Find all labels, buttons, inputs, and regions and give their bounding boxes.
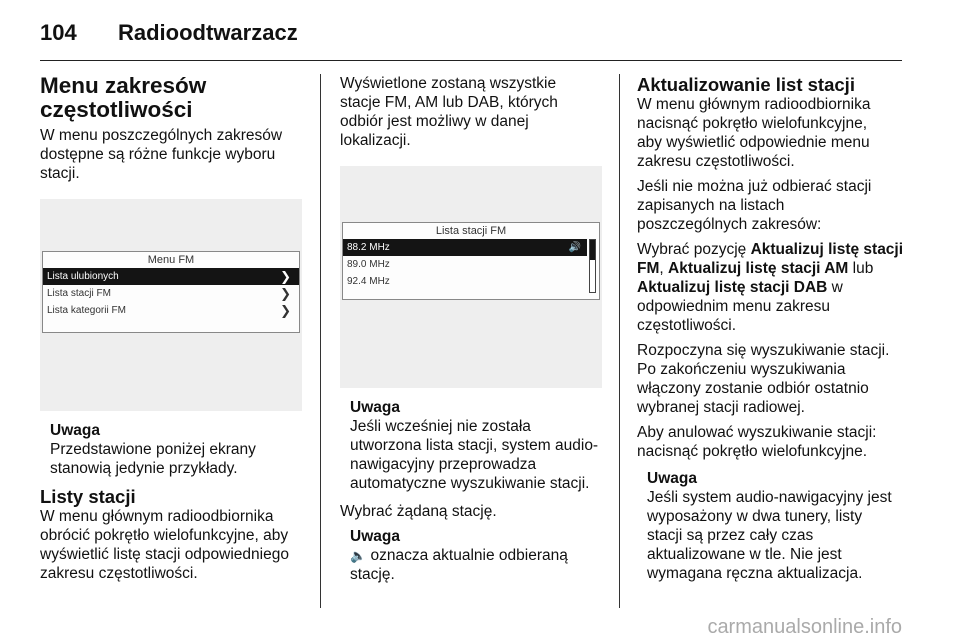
menu-item-fm-category-list[interactable]: Lista kategorii FM ❯ bbox=[47, 303, 291, 318]
note-title: Uwaga bbox=[350, 528, 400, 545]
note-auto-search bbox=[350, 398, 608, 493]
watermark: carmanualsonline.info bbox=[707, 616, 902, 638]
note-text: Jeśli wcześniej nie została utworzona lista stacji, system audio- nawigacyjny przeprowadza automatyczne wyszukiwanie stacji. bbox=[350, 418, 599, 492]
section-heading-update-lists: Aktualizowanie list stacji bbox=[637, 74, 855, 95]
update-paragraph-1: W menu głównym radioodbiornika nacisnąć pokrętło wielofunkcyjne, aby wyświetlić odpowiednie menu zakresu częstotliwości. bbox=[637, 96, 871, 170]
column-3 bbox=[637, 74, 905, 583]
update-paragraph-2: Jeśli nie można już odbierać stacji zapisanych na listach poszczególnych zakresów: bbox=[637, 178, 872, 233]
station-lists-paragraph: W menu głównym radioodbiornika obrócić pokrętło wielofunkcyjne, aby wyświetlić listę stacji odpowiedniego zakresu częstotliwości. bbox=[40, 508, 289, 582]
chevron-right-icon: ❯ bbox=[280, 269, 291, 284]
menu-item-fm-station-list[interactable]: Lista stacji FM ❯ bbox=[47, 286, 291, 301]
update-paragraph-3: Wybrać pozycję Aktualizuj listę stacji FM, Aktualizuj listę stacji AM lub Aktualizuj listę stacji DAB w odpowiednim menu zakresu częstotliwości. bbox=[637, 241, 904, 334]
section-heading-station-lists: Listy stacji bbox=[40, 486, 136, 507]
figure-fm-station-list bbox=[340, 166, 602, 388]
note-text: 🔈 oznacza aktualnie odbieraną stację. bbox=[350, 547, 568, 583]
note-current-station bbox=[350, 527, 608, 584]
menu-option-update-fm: Aktualizuj listę stacji FM bbox=[637, 241, 904, 277]
column-divider-2 bbox=[619, 74, 620, 608]
menu-option-update-am: Aktualizuj listę stacji AM bbox=[668, 260, 849, 277]
note-text: Jeśli system audio-nawigacyjny jest wyposażony w dwa tunery, listy stacji są przez cały czas aktualizowane w tle. Nie jest wymagana ręczna aktualizacja. bbox=[647, 489, 892, 582]
fm-menu-screen bbox=[42, 251, 300, 333]
station-item-92-4[interactable]: 92.4 MHz bbox=[347, 276, 390, 287]
note-text: Przedstawione poniżej ekrany stanowią jedynie przykłady. bbox=[50, 441, 256, 477]
station-item-89-0[interactable]: 89.0 MHz bbox=[347, 259, 390, 270]
fm-station-list-screen bbox=[342, 222, 600, 300]
note-title: Uwaga bbox=[350, 399, 400, 416]
update-paragraph-5: Aby anulować wyszukiwanie stacji: nacisnąć pokrętło wielofunkcyjne. bbox=[637, 424, 877, 460]
screen-title: Lista stacji FM bbox=[435, 225, 507, 237]
station-list-intro: Wyświetlone zostaną wszystkie stacje FM, AM lub DAB, których odbiór jest możliwy w danej lokalizacji. bbox=[340, 75, 558, 149]
note-title: Uwaga bbox=[647, 470, 697, 487]
speaker-icon: 🔊 bbox=[568, 242, 581, 253]
screen-title: Menu FM bbox=[147, 254, 195, 266]
column-1 bbox=[40, 74, 306, 583]
figure-fm-menu bbox=[40, 199, 302, 411]
section-heading-band-menu: Menu zakresów częstotliwości bbox=[40, 73, 207, 122]
note-dual-tuner bbox=[647, 469, 905, 583]
running-title: Radioodtwarzacz bbox=[118, 20, 298, 45]
column-2 bbox=[340, 74, 608, 584]
update-paragraph-4: Rozpoczyna się wyszukiwanie stacji. Po zakończeniu wyszukiwania włączony zostanie odbiór ostatnio wybranej stacji radiowej. bbox=[637, 342, 890, 416]
note-screens-examples bbox=[50, 421, 306, 478]
menu-item-favourites[interactable]: Lista ulubionych ❯ bbox=[43, 268, 299, 285]
speaker-icon: 🔈 bbox=[350, 548, 367, 563]
page-number: 104 bbox=[40, 20, 77, 45]
station-item-88-2[interactable]: 88.2 MHz 🔊 bbox=[343, 239, 587, 256]
note-title: Uwaga bbox=[50, 422, 100, 439]
chevron-right-icon: ❯ bbox=[280, 303, 291, 318]
column-divider-1 bbox=[320, 74, 321, 608]
band-menu-paragraph: W menu poszczególnych zakresów dostępne są różne funkcje wyboru stacji. bbox=[40, 127, 283, 182]
scrollbar[interactable] bbox=[589, 239, 596, 293]
scrollbar-thumb[interactable] bbox=[590, 240, 595, 260]
select-station-paragraph: Wybrać żądaną stację. bbox=[340, 503, 497, 520]
menu-option-update-dab: Aktualizuj listę stacji DAB bbox=[637, 279, 828, 296]
chevron-right-icon: ❯ bbox=[280, 286, 291, 301]
header-rule bbox=[40, 60, 902, 61]
